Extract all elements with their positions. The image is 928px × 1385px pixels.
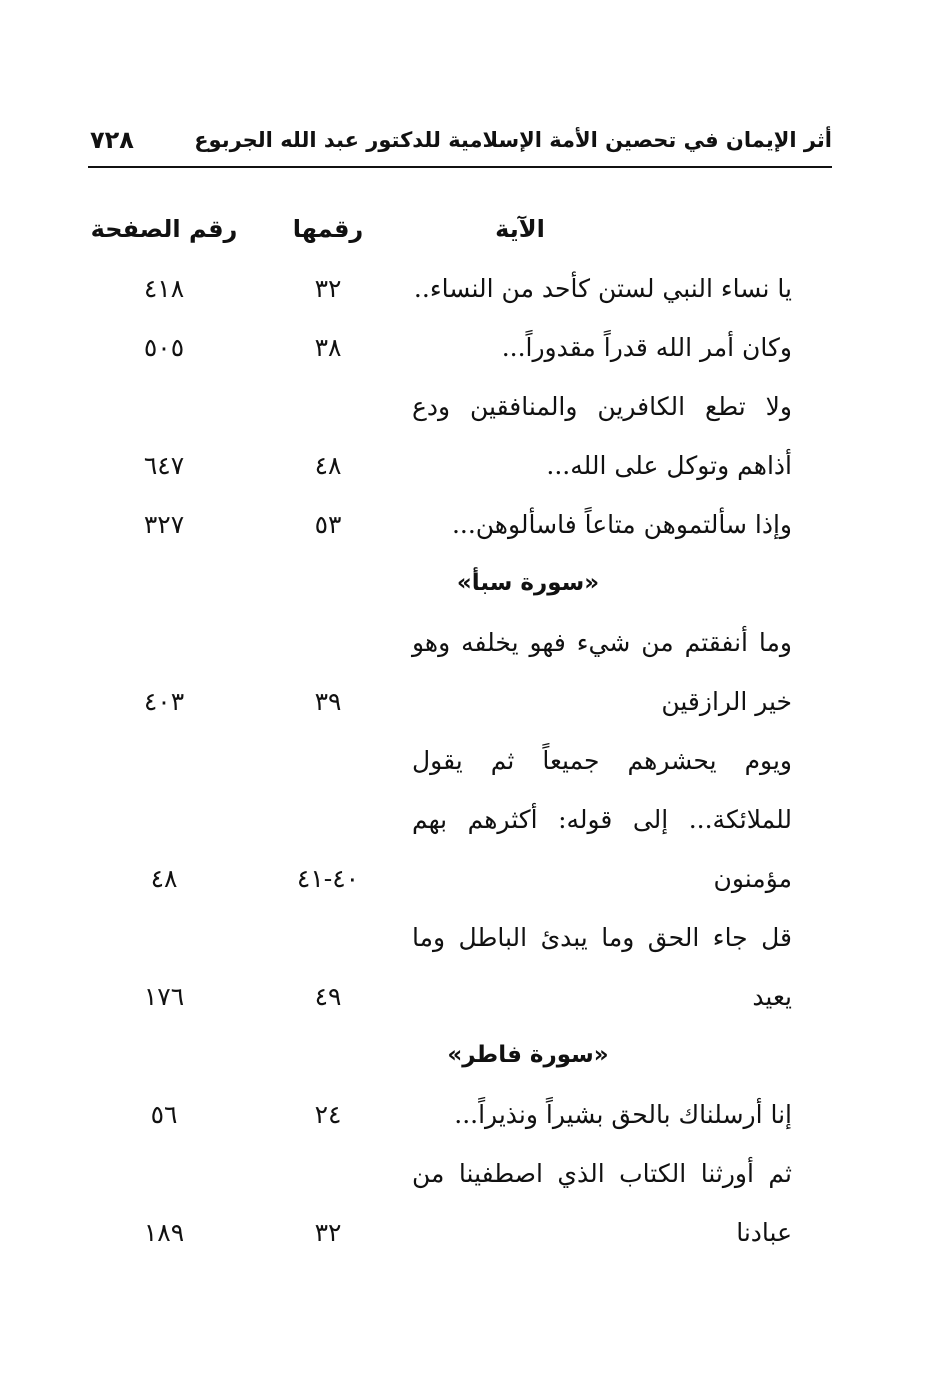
running-title: أثر الإيمان في تحصين الأمة الإسلامية للدكتور عبد الله الجربوع — [194, 128, 832, 152]
verse-number — [238, 908, 418, 967]
page-header — [88, 118, 832, 168]
table-row — [0, 908, 928, 967]
verse-text: مؤمنون — [713, 864, 792, 893]
column-header-row — [0, 200, 928, 259]
page-number: ٧٢٨ — [90, 126, 134, 154]
verse-text: وإذا سألتموهن متاعاً فاسألوهن... — [451, 510, 792, 539]
table-body — [0, 259, 928, 1262]
verse-number: ٤٩ — [314, 982, 342, 1011]
table-row — [0, 1144, 928, 1203]
verse-text: يعيد — [752, 982, 792, 1011]
verse-number: ٤٨ — [314, 451, 342, 480]
table-row — [0, 613, 928, 672]
verse-number — [238, 731, 418, 790]
page-reference: ٤٨ — [150, 864, 178, 893]
verse-number: ٢٤ — [314, 1100, 342, 1129]
verse-number — [238, 790, 418, 849]
page-reference — [84, 1144, 244, 1203]
verse-text: قل جاء الحق وما يبدئ الباطل وما — [412, 923, 792, 952]
table-row — [0, 436, 928, 495]
column-header-page: رقم الصفحة — [90, 215, 238, 243]
verse-text: ثم أورثنا الكتاب الذي اصطفينا من — [412, 1159, 792, 1188]
verse-number: ٣٨ — [314, 333, 342, 362]
verse-text: للملائكة... إلى قوله: أكثرهم بهم — [412, 805, 792, 834]
verse-number — [238, 377, 418, 436]
table-row — [0, 259, 928, 318]
verse-text: إنا أرسلناك بالحق بشيراً ونذيراً... — [454, 1100, 792, 1129]
page-reference — [84, 613, 244, 672]
surah-heading: «سورة فاطر» — [447, 1042, 609, 1068]
verse-number: ٤٠-٤١ — [296, 864, 360, 893]
table-row — [0, 1203, 928, 1262]
verse-number: ٣٩ — [314, 687, 342, 716]
verse-text: وما أنفقتم من شيء فهو يخلفه وهو — [412, 628, 792, 657]
verse-text: وكان أمر الله قدراً مقدوراً... — [501, 333, 792, 362]
verse-text: خير الرازقين — [661, 687, 792, 716]
table-row — [0, 377, 928, 436]
page-reference: ٣٢٧ — [143, 510, 185, 539]
verse-text: يا نساء النبي لستن كأحد من النساء.. — [413, 274, 792, 303]
verse-number — [238, 1144, 418, 1203]
verse-number: ٣٢ — [314, 1218, 342, 1247]
verse-number: ٥٣ — [314, 510, 342, 539]
verse-text: ويوم يحشرهم جميعاً ثم يقول — [412, 746, 792, 775]
verse-text: ولا تطع الكافرين والمنافقين ودع — [412, 392, 792, 421]
table-row — [0, 318, 928, 377]
page-reference: ٥٠٥ — [143, 333, 185, 362]
verse-number — [238, 613, 418, 672]
column-header-verse: الآية — [495, 215, 545, 243]
verse-text: عبادنا — [736, 1218, 792, 1247]
page-reference: ٥٦ — [150, 1100, 178, 1129]
page-reference: ١٨٩ — [143, 1218, 185, 1247]
page-reference: ٤١٨ — [143, 274, 185, 303]
table-row — [0, 790, 928, 849]
surah-heading: «سورة سبأ» — [456, 570, 600, 596]
table-row — [0, 849, 928, 908]
page-reference — [84, 731, 244, 790]
column-header-number: رقمها — [292, 215, 364, 243]
page-reference: ٦٤٧ — [143, 451, 185, 480]
table-row — [0, 495, 928, 554]
page-reference: ٤٠٣ — [143, 687, 185, 716]
table-row — [0, 672, 928, 731]
surah-heading-row — [0, 554, 928, 613]
page-reference — [84, 377, 244, 436]
verse-text: أذاهم وتوكل على الله... — [546, 451, 792, 480]
page-reference — [84, 908, 244, 967]
verse-index-table — [0, 200, 928, 1262]
table-row — [0, 731, 928, 790]
page-reference: ١٧٦ — [143, 982, 185, 1011]
table-row — [0, 1085, 928, 1144]
table-row — [0, 967, 928, 1026]
verse-number: ٣٢ — [314, 274, 342, 303]
page-reference — [84, 790, 244, 849]
surah-heading-row — [0, 1026, 928, 1085]
